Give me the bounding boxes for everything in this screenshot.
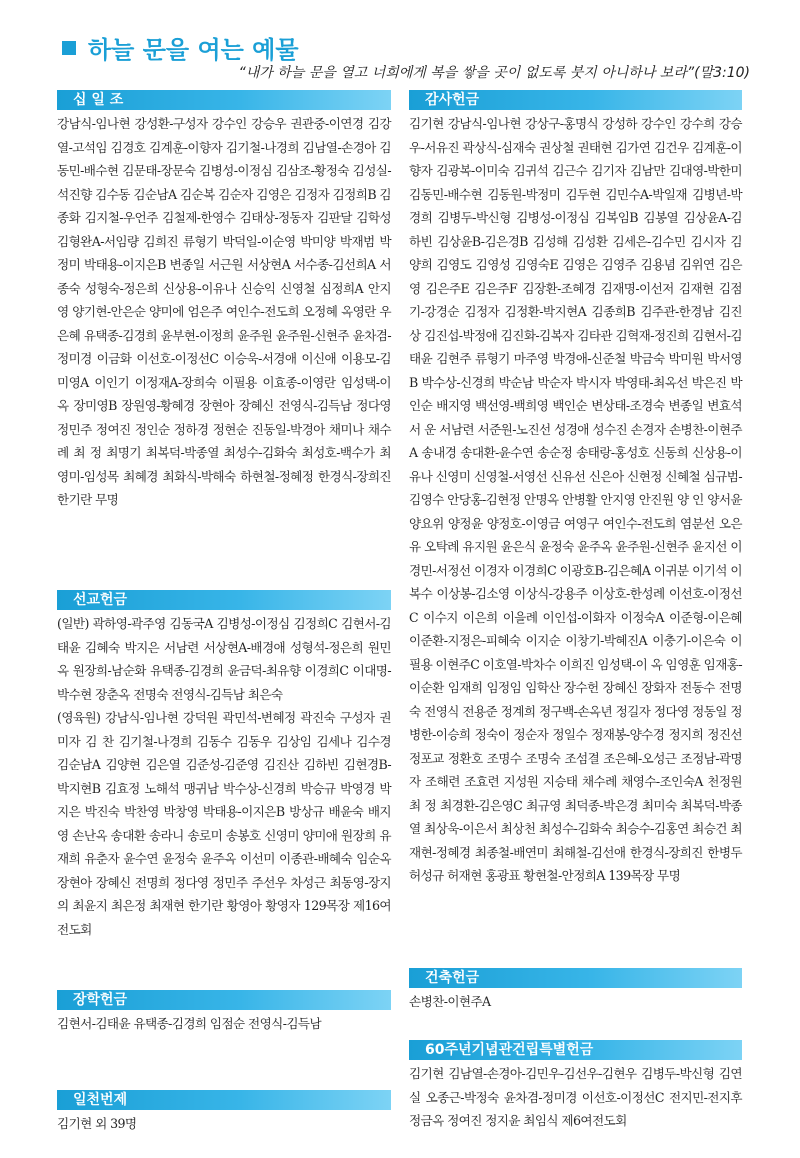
section-heading-tithe: 십 일 조 xyxy=(57,90,391,110)
page-title xyxy=(62,30,299,65)
section-heading-anniversary: 60주년기념관건립특별헌금 xyxy=(409,1040,742,1060)
section-missions xyxy=(57,590,391,941)
section-heading-building: 건축헌금 xyxy=(409,968,742,988)
missions-body xyxy=(57,612,391,941)
thanksgiving-names: 김기현 강남식-임나현 강상구-홍명식 강성하 강수인 강수희 강승우-서유진 곽상식-심재숙 권상철 권태현 김가연 김건우 김계훈-이향자 김광복-이미숙 김귀석 김근수 김기자 김남만 김대영-박한미 김동민-배수현 김동원-박정미 김두현 김민수A-박일재 김병년-박경희 김병두-박신형 김병성-이정심 김복임B 김봉열 김상윤A-김하빈 김상윤B-김은경B 김성해 김성환 김세은-김수민 김시자 김양희 김영도 김영성 김영숙E 김영은 김영주 김용념 김위연 김은영 김은주E 김은주F 김장환-조혜경 김재명-이선저 김재현 김점기-강경순 김정자 김정환-박지현A 김종희B 김주관-한경남 김진상 김진섭-박정애 김진화-김복자 김타관 김혁재-정진희 김현서-김태윤 김현주 류형기 마주영 박경애-신준철 박금숙 박미원 박서영B 박수상-신경희 박순남 박순자 박시자 박영태-최옥선 박은진 박인순 배지영 백선영-백희영 백인순 변상태-조경숙 변종일 변효석 서 운 서남련 서준원-노진선 성경애 성수진 손경자 손병찬-이현주A 송내경 송대환-윤수연 송순정 송태랑-홍성호 신동희 신상용-이유나 신영미 신영철-서영선 신유선 신은아 신현정 신혜철 심규범-김영수 안당홍-김현정 안명옥 안병활 안지영 안진원 양 인 양서윤 양요위 양정윤 양정호-이영금 여영구 여인수-전도희 염분선 오은유 오탁례 유지원 윤은식 윤정숙 윤주옥 윤주원-신현주 윤지선 이경민-서정선 이경자 이경희C 이광호B-김은혜A 이귀분 이기석 이복수 이상봉-김소영 이상식-강용주 이상호-한성례 이선호-이정선C 이수지 이은희 이을례 이인섭-이화자 이정숙A 이준형-이은혜 이준환-지정은-피혜숙 이지순 이창기-박혜진A 이충기-이은숙 이필용 이현주C 이호열-박차수 이희진 임성택-이 옥 임영훈 임재홍-이순환 임재희 임정임 임학산 장수헌 장혜신 장화자 전동수 전명숙 전영식 전용준 정계희 정구백-손옥년 정길자 정다영 정동일 정병한-이승희 정숙이 정순자 정일수 정재봉-양수경 정지희 정진선 정포교 정환호 조명수 조명숙 조섬결 조은혜-오성근 조정남-곽명자 조해련 조효련 지성원 지승태 채수례 채영수-조인숙A 천정원 최 정 최경환-김은영C 최규영 최덕종-박은경 최미숙 최복덕-박종열 최상욱-이은서 최상천 최성수-김화숙 최승수-김홍연 최승건 최재현-정혜경 최종철-배연미 최해철-김선애 한경식-장희진 한병두 허성규 허재현 홍광표 황현철-안정희A 139목장 무명 xyxy=(409,116,742,883)
section-heading-scholarship: 장학헌금 xyxy=(57,990,391,1010)
title-bullet-icon xyxy=(62,41,76,55)
bible-verse: “내가 하늘 문을 열고 너희에게 복을 쌓을 곳이 없도록 붓지 아니하나 보라”(말3:10) xyxy=(238,65,750,81)
anniversary-names: 김기현 김남열-손경아-김민우-김선우-김현우 김병두-박신형 김연실 오종근-박정숙 윤차겸-정미경 이선호-이정선C 전지민-전지후 정금옥 정여진 정지윤 최임식 제6여전도회 xyxy=(409,1066,742,1128)
section-heading-missions: 선교헌금 xyxy=(57,590,391,610)
section-heading-thanksgiving: 감사헌금 xyxy=(409,90,742,110)
section-first-thousand xyxy=(57,1090,391,1136)
section-thanksgiving xyxy=(409,90,742,888)
section-heading-first-thousand: 일천번제 xyxy=(57,1090,391,1110)
building-names: 손병찬-이현주A xyxy=(409,994,491,1009)
section-tithe xyxy=(57,90,391,512)
first-thousand-names: 김기현 외 39명 xyxy=(57,1116,137,1131)
section-building xyxy=(409,968,742,1014)
missions-spirit-names: (영육원) 강남식-임나현 강덕원 곽민석-변혜정 곽진숙 구성자 권미자 김 찬 김기철-나경희 김동수 김동우 김상임 김세나 김수경 김순남A 김양현 김은열 김준성-김준영 김진산 김하빈 김현경B-박지현B 김효정 노해석 맹귀남 박수상-신경희 박승규 박영경 박지은 박진숙 박찬영 박창영 박태용-이지은B 방상규 배윤숙 배지영 손난옥 송대환 송라니 송로미 송봉호 신영미 양미애 원장희 유재희 유춘자 윤수연 윤정숙 윤주옥 이선미 이종관-배혜숙 임순옥 장현아 장혜신 전명희 정다영 정민주 주선우 차성근 최동영-장지의 최윤지 최은정 최재현 한기란 황영아 황영자 129목장 제16여전도회 xyxy=(57,710,391,937)
scholarship-names: 김현서-김태윤 유택종-김경희 임점순 전영식-김득남 xyxy=(57,1016,322,1031)
section-anniversary xyxy=(409,1040,742,1133)
tithe-names: 강남식-임나현 강성환-구성자 강수인 강승우 권관중-이연경 김강열-고석임 김경호 김계훈-이향자 김기철-나경희 김남열-손경아 김동민-배수현 김문태-장문숙 김병성-이정심 김삼조-황정숙 김성실-석진향 김수동 김순남A 김순복 김순자 김영은 김정자 김정희B 김종화 김지철-우언주 김철제-한영수 김태상-정동자 김판달 김학성 김형완A-서임량 김희진 류형기 박덕일-이순영 박미양 박재범 박정미 박태용-이지은B 변종일 서근원 서상현A 서수종-김선희A 서종숙 성형숙-정은희 신상용-이유나 신승익 신영철 심정희A 안지영 양기현-안은순 양미에 엄은주 여인수-전도희 오정혜 옥영란 우은혜 유택종-김경희 윤부현-이정희 윤주원 윤주원-신현주 윤차겸-정미경 이금화 이선호-이정선C 이승욱-서경애 이신애 이용모-김미영A 이인기 이정재A-장희숙 이필용 이효종-이영란 임성택-이 옥 장미영B 장원영-황혜경 장현아 장혜신 전영식-김득남 정다영 정민주 정여진 정인순 정하경 정현순 진동일-박경아 채미나 채수례 최 정 최명기 최복덕-박종열 최성수-김화숙 최성호-백수가 최영미-임성목 최혜경 최화식-박해숙 하현철-정혜정 한경식-장희진 한기란 무명 xyxy=(57,116,391,507)
page-title-text: 하늘 문을 여는 예물 xyxy=(88,36,299,64)
section-scholarship xyxy=(57,990,391,1036)
missions-general-names: (일반) 곽하영-곽주영 김동국A 김병성-이정심 김정희C 김현서-김태윤 김혜숙 박지은 서남련 서상현A-배경애 성형석-정은희 원민옥 원장희-남순화 유택종-김경희 윤금덕-최유향 이경희C 이대명-박수현 장춘옥 전명숙 전영식-김득남 최은숙 xyxy=(57,616,391,702)
